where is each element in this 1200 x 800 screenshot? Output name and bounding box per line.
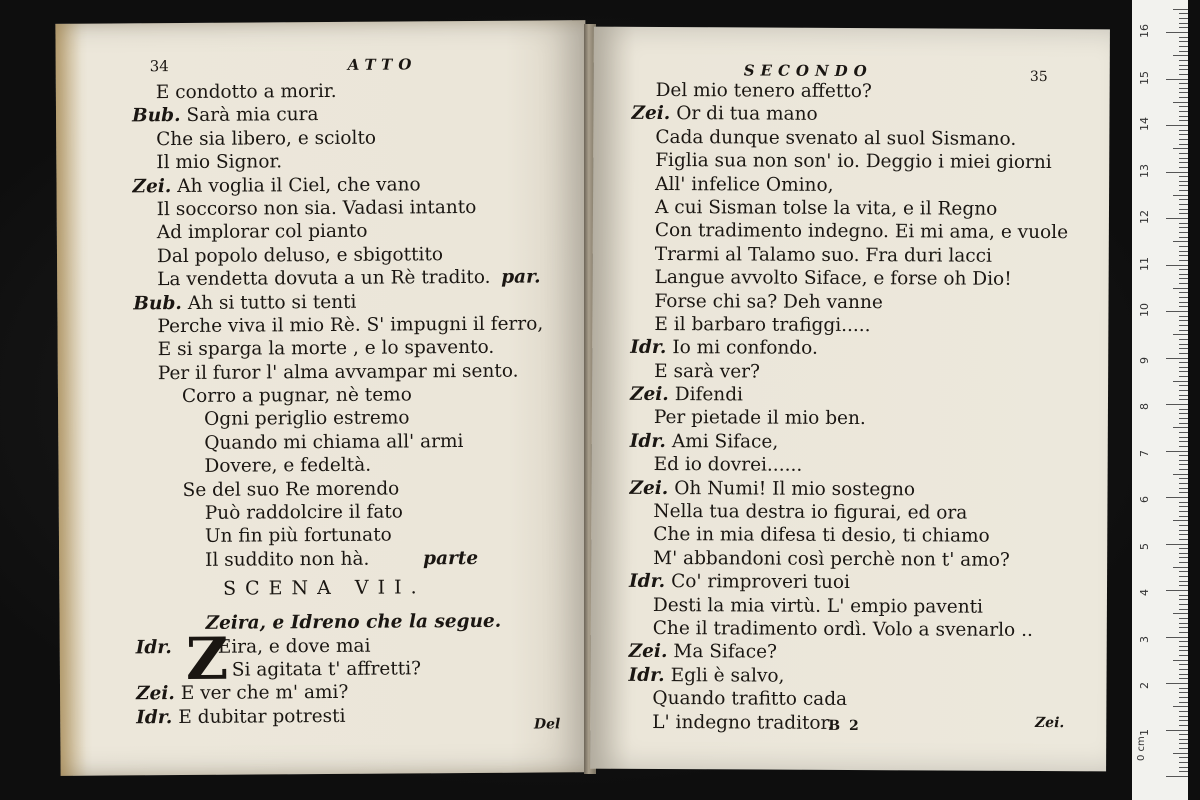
ruler-tick xyxy=(1179,65,1188,66)
ruler-tick xyxy=(1179,692,1188,693)
stage-direction: par. xyxy=(501,266,541,288)
verse-line xyxy=(593,125,1109,151)
ruler-tick xyxy=(1179,199,1188,200)
ruler-tick xyxy=(1179,478,1188,479)
ruler-tick xyxy=(1179,74,1188,75)
ruler-tick xyxy=(1179,51,1188,52)
ruler-tick xyxy=(1179,483,1188,484)
ruler-tick xyxy=(1179,678,1188,679)
speaker-label: Idr. xyxy=(628,571,666,593)
ruler-tick xyxy=(1179,283,1188,284)
verse-text: Ad implorar col pianto xyxy=(156,221,368,244)
speaker-label: Idr. xyxy=(136,706,173,729)
verse-text: Cada dunque svenato al suol Sismano. xyxy=(655,126,1017,150)
ruler-tick xyxy=(1179,762,1188,763)
ruler-tick xyxy=(1179,418,1188,419)
ruler-tick xyxy=(1173,706,1188,707)
ruler-tick xyxy=(1179,595,1188,596)
ruler-tick xyxy=(1179,23,1188,24)
verse-text: E ver che m' ami? xyxy=(180,682,349,705)
verse-text: Eira, e dove mai xyxy=(217,635,371,658)
speaker-label: Zei. xyxy=(628,641,668,663)
verse-text: Dovere, e fedeltà. xyxy=(204,454,372,478)
ruler-tick xyxy=(1179,167,1188,168)
ruler-tick xyxy=(1179,302,1188,303)
ruler-tick xyxy=(1179,348,1188,349)
ruler-tick xyxy=(1179,92,1188,93)
ruler-tick xyxy=(1179,413,1188,414)
ruler-tick xyxy=(1179,409,1188,410)
signature-mark: B 2 xyxy=(828,717,861,735)
ruler-tick xyxy=(1179,702,1188,703)
ruler-tick xyxy=(1173,195,1188,196)
verse-text: E condotto a morir. xyxy=(155,80,337,104)
ruler-number: 10 xyxy=(1138,303,1151,317)
ruler-tick xyxy=(1179,255,1188,256)
ruler-tick xyxy=(1179,232,1188,233)
ruler-tick xyxy=(1179,488,1188,489)
ruler-tick xyxy=(1179,162,1188,163)
ruler-number: 3 xyxy=(1138,635,1151,643)
verse-text: Se del suo Re morendo xyxy=(182,478,400,501)
speaker-label: Idr. xyxy=(135,636,172,658)
verse-line xyxy=(593,102,1109,128)
ruler-tick xyxy=(1179,437,1188,438)
ruler-tick xyxy=(1179,339,1188,340)
ruler-tick xyxy=(1179,130,1188,131)
verse-line xyxy=(593,219,1109,245)
ruler-tick xyxy=(1179,399,1188,400)
ruler-tick xyxy=(1179,134,1188,135)
ruler-tick xyxy=(1179,576,1188,577)
ruler-tick xyxy=(1179,13,1188,14)
ruler-tick xyxy=(1179,60,1188,61)
ruler-tick xyxy=(1166,590,1188,591)
ruler-tick xyxy=(1173,334,1188,335)
ruler-tick xyxy=(1179,120,1188,121)
verse-line xyxy=(593,172,1109,198)
speaker-label: Zei. xyxy=(629,383,669,406)
ruler-tick xyxy=(1179,116,1188,117)
ruler-tick xyxy=(1179,376,1188,377)
ruler-tick xyxy=(1179,609,1188,610)
verse-text: Oh Numi! Il mio sostegno xyxy=(674,477,916,500)
ruler-tick xyxy=(1179,455,1188,456)
ruler-tick xyxy=(1179,278,1188,279)
verse-text: E sarà ver? xyxy=(654,360,761,383)
ruler-tick xyxy=(1179,748,1188,749)
ruler-tick xyxy=(1179,525,1188,526)
page-number: 35 xyxy=(1029,68,1048,86)
ruler-tick xyxy=(1179,771,1188,772)
ruler-tick xyxy=(1166,404,1188,405)
verse-line xyxy=(592,289,1108,315)
verse-text: Un fin più fortunato xyxy=(204,524,392,548)
ruler-tick xyxy=(1179,18,1188,19)
ruler-tick xyxy=(1179,492,1188,493)
ruler-tick xyxy=(1179,371,1188,372)
verse-text: Or di tua mano xyxy=(676,103,818,126)
ruler-tick xyxy=(1179,227,1188,228)
ruler-tick xyxy=(1166,544,1188,545)
ruler-tick xyxy=(1179,390,1188,391)
ruler-tick xyxy=(1179,274,1188,275)
verse-line xyxy=(590,687,1106,713)
left-page-text xyxy=(56,78,591,733)
verse-text: E si sparga la morte , e lo spavento. xyxy=(157,337,495,361)
verse-text: Desti la mia virtù. L' empio paventi xyxy=(652,594,984,618)
verse-text: Nella tua destra io figurai, ed ora xyxy=(653,501,968,524)
ruler-tick xyxy=(1179,223,1188,224)
ruler-tick xyxy=(1179,306,1188,307)
ruler-number: 15 xyxy=(1138,70,1151,85)
ruler-tick xyxy=(1173,613,1188,614)
ruler-tick xyxy=(1173,148,1188,149)
ruler-tick xyxy=(1179,423,1188,424)
speaker-label: Zei. xyxy=(629,477,669,499)
ruler-tick xyxy=(1179,362,1188,363)
verse-text: Può raddolcire il fato xyxy=(204,501,403,524)
ruler-tick xyxy=(1166,125,1188,126)
verse-line xyxy=(592,359,1108,385)
verse-text: Co' rimproveri tuoi xyxy=(671,571,851,594)
ruler-tick xyxy=(1179,432,1188,433)
ruler-tick xyxy=(1179,185,1188,186)
verse-line xyxy=(593,149,1109,175)
verse-text: Langue avvolto Siface, e forse oh Dio! xyxy=(654,267,1012,290)
verse-text: Quando trafitto cada xyxy=(652,688,848,711)
left-page xyxy=(55,20,590,776)
ruler-tick xyxy=(1179,562,1188,563)
drop-cap: Z xyxy=(185,624,229,693)
ruler-tick xyxy=(1173,55,1188,56)
ruler-tick xyxy=(1173,660,1188,661)
verse-text: Il soccorso non sia. Vadasi intanto xyxy=(156,196,477,221)
ruler-tick xyxy=(1179,539,1188,540)
ruler-tick xyxy=(1179,344,1188,345)
ruler-tick xyxy=(1179,618,1188,619)
ruler-tick xyxy=(1179,260,1188,261)
verse-text: Si agitata t' affretti? xyxy=(231,658,422,681)
verse-line xyxy=(594,79,1110,105)
ruler-tick xyxy=(1179,674,1188,675)
ruler-tick xyxy=(1166,451,1188,452)
ruler-tick xyxy=(1179,650,1188,651)
verse-text: Per pietade il mio ben. xyxy=(653,407,866,430)
ruler-tick xyxy=(1179,111,1188,112)
ruler-tick xyxy=(1179,506,1188,507)
verse-text: L' indegno traditor. xyxy=(652,711,834,734)
ruler-number: 1 xyxy=(1138,728,1151,736)
verse-text: Ogni periglio estremo xyxy=(204,407,410,431)
ruler-tick xyxy=(1179,548,1188,549)
ruler-tick xyxy=(1179,502,1188,503)
catchword: Zei. xyxy=(1034,714,1065,732)
ruler-tick xyxy=(1179,41,1188,42)
ruler-tick xyxy=(1179,97,1188,98)
ruler-tick xyxy=(1179,469,1188,470)
ruler-tick xyxy=(1166,218,1188,219)
ruler-tick xyxy=(1179,353,1188,354)
ruler-tick xyxy=(1179,534,1188,535)
ruler-tick xyxy=(1173,567,1188,568)
ruler-tick xyxy=(1179,725,1188,726)
verse-text: Il suddito non hà. xyxy=(205,548,370,571)
ruler-tick xyxy=(1179,734,1188,735)
ruler-tick xyxy=(1179,385,1188,386)
ruler-tick xyxy=(1179,330,1188,331)
ruler-tick xyxy=(1173,9,1188,10)
ruler-tick xyxy=(1166,497,1188,498)
ruler-tick xyxy=(1179,441,1188,442)
ruler-number: 13 xyxy=(1138,163,1151,178)
ruler-number: 14 xyxy=(1138,117,1151,131)
verse-text: Difendi xyxy=(674,384,744,406)
verse-text: Dal popolo deluso, e sbigottito xyxy=(156,243,444,267)
ruler-tick xyxy=(1179,251,1188,252)
verse-text: Io mi confondo. xyxy=(672,337,818,360)
verse-line xyxy=(592,313,1108,339)
verse-line xyxy=(59,546,589,573)
verse-line xyxy=(591,570,1107,596)
ruler-tick xyxy=(1166,32,1188,33)
ruler-tick xyxy=(1179,144,1188,145)
verse-text: Che il tradimento ordì. Volo a svenarlo .. xyxy=(652,617,1033,641)
verse-line xyxy=(592,336,1108,362)
verse-line xyxy=(591,523,1107,549)
verse-text: Per il furor l' alma avvampar mi sento. xyxy=(157,360,519,384)
measuring-ruler xyxy=(1132,0,1188,800)
ruler-tick xyxy=(1173,241,1188,242)
ruler-tick xyxy=(1179,585,1188,586)
running-head: ATTO xyxy=(347,55,418,74)
verse-line xyxy=(592,453,1108,479)
ruler-tick xyxy=(1166,265,1188,266)
scene-heading: SCENA VII. xyxy=(222,576,426,600)
ruler-tick xyxy=(1179,655,1188,656)
verse-text: Sarà mia cura xyxy=(186,104,319,127)
verse-text: A cui Sisman tolse la vita, e il Regno xyxy=(654,196,998,220)
ruler-tick xyxy=(1179,516,1188,517)
verse-text: Egli è salvo, xyxy=(670,664,785,687)
ruler-tick xyxy=(1179,269,1188,270)
stage-direction: parte xyxy=(423,547,479,570)
ruler-tick xyxy=(1173,520,1188,521)
ruler-tick xyxy=(1179,181,1188,182)
ruler-tick xyxy=(1179,557,1188,558)
ruler-tick xyxy=(1179,204,1188,205)
ruler-tick xyxy=(1166,172,1188,173)
verse-text: All' infelice Omino, xyxy=(655,173,834,196)
ruler-tick xyxy=(1179,623,1188,624)
ruler-tick xyxy=(1179,511,1188,512)
ruler-tick xyxy=(1173,288,1188,289)
verse-text: Ma Siface? xyxy=(673,641,778,663)
ruler-tick xyxy=(1179,209,1188,210)
verse-line xyxy=(593,266,1109,292)
ruler-tick xyxy=(1166,730,1188,731)
speaker-label: Zei. xyxy=(631,103,671,125)
verse-line xyxy=(591,617,1107,643)
ruler-tick xyxy=(1179,316,1188,317)
ruler-tick xyxy=(1179,581,1188,582)
ruler-tick xyxy=(1179,395,1188,396)
speaker-label: Bub. xyxy=(131,105,181,127)
ruler-tick xyxy=(1179,292,1188,293)
ruler-tick xyxy=(1179,688,1188,689)
speaker-label: Idr. xyxy=(630,337,667,359)
verse-text: Del mio tenero affetto? xyxy=(655,79,872,103)
verse-text: Il mio Signor. xyxy=(156,151,283,174)
ruler-tick xyxy=(1173,753,1188,754)
ruler-tick xyxy=(1166,311,1188,312)
ruler-tick xyxy=(1179,460,1188,461)
ruler-number: 9 xyxy=(1138,356,1151,364)
verse-line xyxy=(591,476,1107,502)
ruler-tick xyxy=(1166,637,1188,638)
page-number: 34 xyxy=(149,57,169,76)
verse-line xyxy=(592,383,1108,409)
ruler-tick xyxy=(1179,767,1188,768)
verse-line xyxy=(591,546,1107,572)
ruler-number: 2 xyxy=(1138,682,1151,689)
verse-text: Ami Siface, xyxy=(671,430,779,453)
ruler-tick xyxy=(1179,83,1188,84)
ruler-tick xyxy=(1179,646,1188,647)
ruler-tick xyxy=(1179,739,1188,740)
ruler-tick xyxy=(1179,664,1188,665)
ruler-tick xyxy=(1179,716,1188,717)
ruler-tick xyxy=(1173,102,1188,103)
ruler-tick xyxy=(1179,213,1188,214)
ruler-tick xyxy=(1179,320,1188,321)
speaker-label: Idr. xyxy=(629,430,666,452)
ruler-tick xyxy=(1179,106,1188,107)
ruler-tick xyxy=(1179,571,1188,572)
ruler-tick xyxy=(1179,720,1188,721)
verse-text: M' abbandoni così perchè non t' amo? xyxy=(653,547,1010,571)
ruler-tick xyxy=(1179,632,1188,633)
verse-text: Che sia libero, e sciolto xyxy=(156,127,377,150)
verse-line xyxy=(592,406,1108,432)
ruler-number: 8 xyxy=(1138,403,1151,410)
right-page-text xyxy=(590,79,1109,737)
right-page xyxy=(590,27,1110,772)
ruler-tick xyxy=(1179,711,1188,712)
ruler-tick xyxy=(1179,37,1188,38)
ruler-tick xyxy=(1179,697,1188,698)
ruler-tick xyxy=(1179,153,1188,154)
speaker-label: Idr. xyxy=(628,664,665,686)
ruler-tick xyxy=(1179,88,1188,89)
ruler-number: 12 xyxy=(1138,210,1151,224)
verse-text: Con tradimento indegno. Ei mi ama, e vuole xyxy=(654,220,1069,244)
ruler-tick xyxy=(1179,325,1188,326)
verse-line xyxy=(590,663,1106,689)
ruler-number: 7 xyxy=(1138,449,1151,457)
ruler-tick xyxy=(1179,367,1188,368)
ruler-tick xyxy=(1179,69,1188,70)
ruler-tick xyxy=(1179,237,1188,238)
verse-text: Forse chi sa? Deh vanne xyxy=(654,290,883,313)
ruler-tick xyxy=(1179,158,1188,159)
ruler-tick xyxy=(1166,776,1188,777)
ruler-tick xyxy=(1179,627,1188,628)
ruler-tick xyxy=(1179,190,1188,191)
ruler-number: 5 xyxy=(1138,542,1151,550)
ruler-tick xyxy=(1179,246,1188,247)
ruler-number: 4 xyxy=(1138,589,1151,596)
ruler-tick xyxy=(1173,381,1188,382)
verse-text: Trarmi al Talamo suo. Fra duri lacci xyxy=(654,243,993,267)
speaker-label: Zei. xyxy=(135,683,175,705)
verse-line xyxy=(593,196,1109,222)
left-header xyxy=(56,54,586,82)
verse-text: E il barbaro trafiggi..... xyxy=(654,313,871,337)
ruler-unit: 0 cm xyxy=(1136,736,1147,761)
ruler-tick xyxy=(1179,464,1188,465)
verse-text: Quando mi chiama all' armi xyxy=(204,430,464,454)
ruler-tick xyxy=(1179,757,1188,758)
verse-line xyxy=(592,430,1108,456)
verse-line xyxy=(591,593,1107,619)
ruler-tick xyxy=(1179,176,1188,177)
speaker-label: Bub. xyxy=(133,292,182,314)
verse-text: E dubitar potresti xyxy=(178,705,346,728)
verse-text: Figlia sua non son' io. Deggio i miei giorni xyxy=(655,150,1052,174)
ruler-tick xyxy=(1179,599,1188,600)
verse-text: Ah voglia il Ciel, che vano xyxy=(177,173,421,197)
ruler-tick xyxy=(1179,641,1188,642)
verse-text: Corro a pugnar, nè temo xyxy=(181,384,412,408)
catchword: Del xyxy=(533,716,561,733)
verse-line xyxy=(591,500,1107,526)
ruler-tick xyxy=(1173,427,1188,428)
verse-line xyxy=(591,640,1107,666)
speaker-label: Zei. xyxy=(132,175,172,197)
ruler-tick xyxy=(1179,297,1188,298)
verse-text: Perche viva il mio Rè. S' impugni il ferro, xyxy=(157,313,544,338)
ruler-tick xyxy=(1166,79,1188,80)
ruler-number: 16 xyxy=(1138,24,1151,38)
ruler-tick xyxy=(1166,358,1188,359)
ruler-tick xyxy=(1173,474,1188,475)
running-head: SECONDO xyxy=(743,61,873,81)
verse-text: Ed io dovrei...... xyxy=(653,454,803,477)
verse-text: Che in mia difesa ti desio, ti chiamo xyxy=(653,524,990,548)
verse-line xyxy=(60,703,590,733)
ruler-tick xyxy=(1179,669,1188,670)
ruler-number: 11 xyxy=(1138,256,1151,271)
ruler-number: 6 xyxy=(1138,496,1151,503)
ruler-tick xyxy=(1179,46,1188,47)
ruler-tick xyxy=(1179,27,1188,28)
stage-direction: Zeira, e Idreno che la segue. xyxy=(205,610,502,635)
ruler-tick xyxy=(1179,743,1188,744)
ruler-tick xyxy=(1179,553,1188,554)
verse-text: La vendetta dovuta a un Rè tradito. xyxy=(157,266,491,291)
ruler-tick xyxy=(1179,139,1188,140)
ruler-tick xyxy=(1179,530,1188,531)
verse-line xyxy=(593,242,1109,268)
ruler-tick xyxy=(1179,604,1188,605)
ruler-tick xyxy=(1166,683,1188,684)
ruler-tick xyxy=(1179,446,1188,447)
verse-text: Ah si tutto si tenti xyxy=(187,291,357,314)
